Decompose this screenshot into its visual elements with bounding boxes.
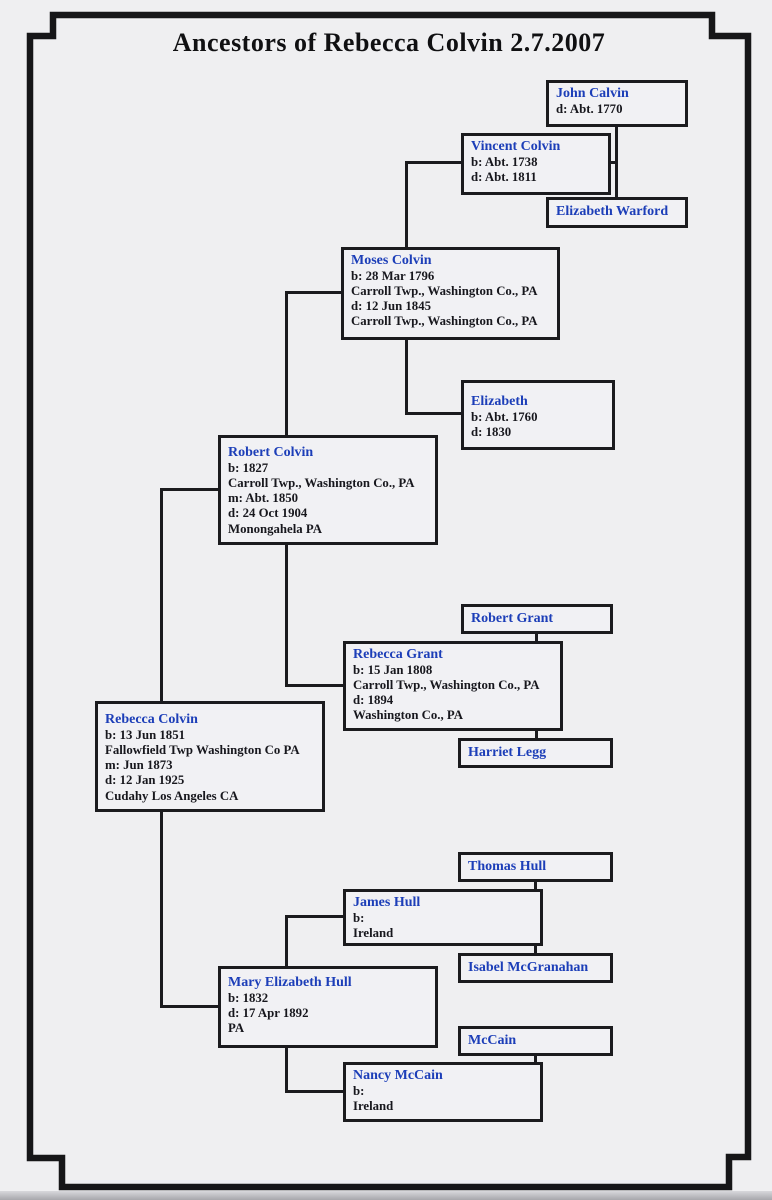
person-name: McCain [468, 1033, 517, 1048]
person-detail: b: 28 Mar 1796 [351, 268, 435, 283]
person-name: Isabel McGranahan [468, 960, 589, 975]
connector-line [285, 1090, 343, 1093]
person-detail: d: 12 Jun 1845 [351, 299, 431, 314]
person-detail: Carroll Twp., Washington Co., PA [353, 677, 540, 692]
person-name: Mary Elizabeth Hull [228, 975, 352, 990]
person-box-vincent-colvin [461, 133, 611, 195]
person-name: Rebecca Colvin [105, 712, 198, 727]
person-name: Elizabeth [471, 394, 528, 409]
person-box-elizabeth [461, 380, 615, 450]
person-box-elizabeth-warford [546, 197, 688, 228]
person-detail: b: 13 Jun 1851 [105, 727, 185, 742]
person-name: Thomas Hull [468, 859, 547, 874]
connector-line [285, 915, 343, 918]
person-name: John Calvin [556, 86, 629, 101]
person-box-rebecca-grant [343, 641, 563, 731]
connector-line [285, 291, 341, 294]
person-detail: d: 17 Apr 1892 [228, 1005, 309, 1020]
person-detail: Carroll Twp., Washington Co., PA [351, 283, 538, 298]
person-detail: Carroll Twp., Washington Co., PA [351, 314, 538, 329]
person-detail: d: 1830 [471, 424, 512, 439]
person-name: Elizabeth Warford [556, 204, 669, 219]
person-name: Moses Colvin [351, 253, 432, 268]
person-detail: d: 12 Jan 1925 [105, 773, 185, 788]
person-detail: d: 1894 [353, 693, 394, 708]
connector-line [160, 1005, 218, 1008]
person-detail: m: Abt. 1850 [228, 491, 299, 506]
person-box-thomas-hull [458, 852, 613, 882]
connector-line [285, 684, 343, 687]
scan-edge-artifact [0, 1191, 772, 1200]
person-name: Vincent Colvin [471, 139, 561, 154]
person-box-mary-elizabeth-hull [218, 966, 438, 1048]
person-detail: Ireland [353, 925, 394, 940]
connector-line [405, 412, 461, 415]
person-detail: d: Abt. 1770 [556, 101, 623, 116]
page-title: Ancestors of Rebecca Colvin 2.7.2007 [172, 28, 606, 57]
person-box-robert-grant [461, 604, 613, 634]
person-box-harriet-legg [458, 738, 613, 768]
person-name: James Hull [353, 895, 421, 910]
person-box-nancy-mccain [343, 1062, 543, 1122]
person-detail: PA [228, 1021, 245, 1036]
person-box-isabel-mcgranahan [458, 953, 613, 983]
person-detail: b: [353, 1083, 365, 1098]
person-detail: d: 24 Oct 1904 [228, 506, 308, 521]
person-box-rebecca-colvin [95, 701, 325, 812]
person-box-james-hull [343, 889, 543, 946]
connector-line [405, 161, 461, 164]
person-box-robert-colvin [218, 435, 438, 545]
person-detail: Ireland [353, 1098, 394, 1113]
person-detail: b: [353, 910, 365, 925]
person-box-moses-colvin [341, 247, 560, 340]
person-detail: Carroll Twp., Washington Co., PA [228, 475, 415, 490]
person-name: Robert Colvin [228, 445, 314, 460]
person-detail: Monongahela PA [228, 521, 322, 536]
connector-line [160, 488, 218, 491]
person-detail: b: 15 Jan 1808 [353, 662, 433, 677]
person-name: Nancy McCain [353, 1068, 443, 1083]
person-name: Rebecca Grant [353, 647, 443, 662]
person-name: Robert Grant [471, 611, 554, 626]
person-detail: Fallowfield Twp Washington Co PA [105, 742, 300, 757]
person-detail: b: 1832 [228, 990, 269, 1005]
person-box-mccain [458, 1026, 613, 1056]
person-box-john-calvin [546, 80, 688, 127]
person-name: Harriet Legg [468, 745, 547, 760]
person-detail: b: Abt. 1760 [471, 409, 538, 424]
person-detail: b: Abt. 1738 [471, 154, 538, 169]
person-detail: Cudahy Los Angeles CA [105, 788, 239, 803]
person-detail: Washington Co., PA [353, 708, 463, 723]
person-detail: m: Jun 1873 [105, 758, 173, 773]
person-detail: d: Abt. 1811 [471, 169, 537, 184]
person-detail: b: 1827 [228, 460, 269, 475]
